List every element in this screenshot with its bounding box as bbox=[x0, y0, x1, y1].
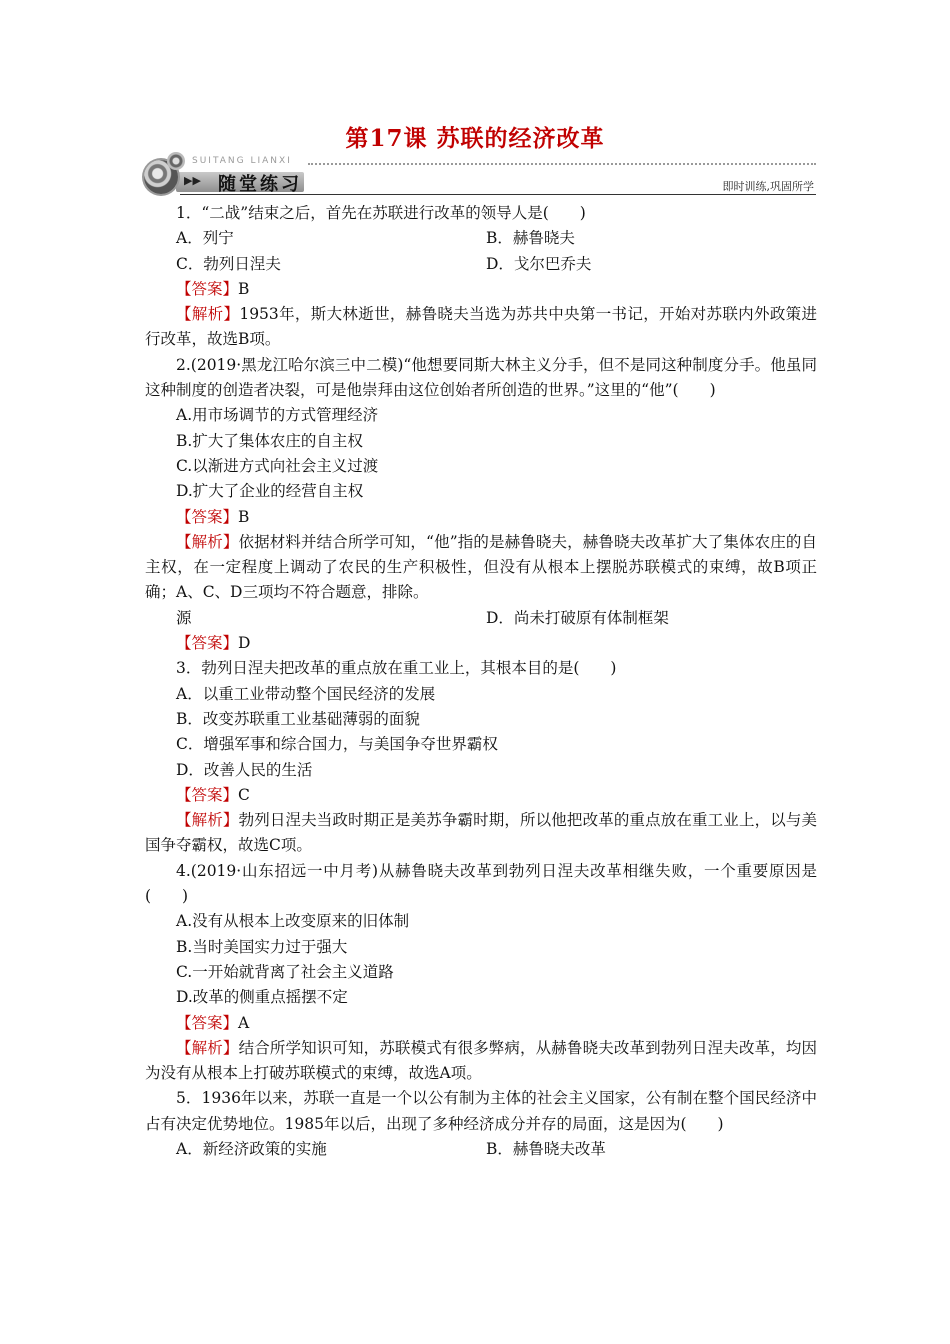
answer-value: A bbox=[238, 1013, 250, 1032]
question-4-stem: 4.(2019·山东招远一中月考)从赫鲁晓夫改革到勃列日涅夫改革相继失败，一个重要原因是( ) bbox=[145, 861, 817, 906]
answer-label: 【答案】 bbox=[176, 1013, 239, 1032]
banner-underline bbox=[180, 194, 816, 195]
option: D．戈尔巴乔夫 bbox=[486, 254, 592, 273]
banner-tagline: 即时训练,巩固所学 bbox=[722, 180, 814, 193]
answer-value: B bbox=[238, 507, 250, 526]
option: A.用市场调节的方式管理经济 bbox=[176, 406, 379, 425]
analysis-label: 【解析】 bbox=[176, 811, 239, 830]
analysis-label: 【解析】 bbox=[176, 1038, 239, 1057]
question-3-analysis bbox=[145, 808, 817, 859]
question-4-answer bbox=[145, 1011, 817, 1036]
question-content bbox=[145, 201, 817, 1162]
answer-value: C bbox=[238, 785, 250, 804]
question-2-analysis bbox=[145, 530, 817, 606]
answer-label: 【答案】 bbox=[176, 785, 239, 804]
double-arrow-icon: ▶▶ bbox=[184, 174, 201, 187]
option: C．勃列日涅夫 bbox=[176, 254, 281, 273]
section-banner bbox=[140, 150, 816, 196]
option: B．赫鲁晓夫 bbox=[486, 229, 575, 248]
option: B.当时美国实力过于强大 bbox=[176, 937, 348, 956]
analysis-text: 勃列日涅夫当政时期正是美苏争霸时期，所以他把改革的重点放在重工业上，以与美国争夺霸权，故选C项。 bbox=[145, 811, 817, 855]
answer-label: 【答案】 bbox=[176, 634, 239, 653]
dotted-divider bbox=[308, 163, 816, 165]
option: C.一开始就背离了社会主义道路 bbox=[176, 962, 394, 981]
option: C.以渐进方式向社会主义过渡 bbox=[176, 456, 379, 475]
option: D．尚未打破原有体制框架 bbox=[486, 608, 669, 627]
answer-label: 【答案】 bbox=[176, 279, 239, 298]
analysis-label: 【解析】 bbox=[176, 532, 239, 551]
page-title: 第17课 苏联的经济改革 bbox=[345, 125, 605, 152]
question-5-stem: 5．1936年以来，苏联一直是一个以公有制为主体的社会主义国家，公有制在整个国民经济中占有决定优势地位。1985年以后，出现了多种经济成分并存的局面，这是因为( ) bbox=[145, 1089, 817, 1133]
option: B．改变苏联重工业基础薄弱的面貌 bbox=[176, 709, 420, 728]
small-gear-icon bbox=[167, 152, 185, 170]
option: D.改革的侧重点摇摆不定 bbox=[176, 988, 348, 1007]
question-1-options-row-2 bbox=[145, 252, 817, 277]
question-2-stem: 2.(2019·黑龙江哈尔滨三中二模)“他想要同斯大林主义分手，但不是同这种制度分手。他虽同这种制度的创造者决裂，可是他崇拜由这位创始者所创造的世界。”这里的“他”( ) bbox=[145, 355, 817, 400]
answer-value: D bbox=[238, 634, 251, 653]
analysis-text: 依据材料并结合所学可知，“他”指的是赫鲁晓夫，赫鲁晓夫改革扩大了集体农庄的自主权，在一定程度上调动了农民的生产积极性，但没有从根本上摆脱苏联模式的束缚，故B项正确；A、C、D三项均不符合题意，排除。 bbox=[145, 532, 817, 602]
question-1-stem: 1．“二战”结束之后，首先在苏联进行改革的领导人是( ) bbox=[176, 204, 586, 222]
stray-options-row bbox=[145, 606, 817, 631]
stray-text: 源 bbox=[176, 608, 192, 627]
analysis-text: 1953年，斯大林逝世，赫鲁晓夫当选为苏共中央第一书记，开始对苏联内外政策进行改革，故选B项。 bbox=[145, 305, 817, 349]
option: A．新经济政策的实施 bbox=[176, 1139, 327, 1158]
question-3-stem: 3．勃列日涅夫把改革的重点放在重工业上，其根本目的是( ) bbox=[176, 659, 617, 678]
option: C．增强军事和综合国力，与美国争夺世界霸权 bbox=[176, 735, 498, 754]
option: A.没有从根本上改变原来的旧体制 bbox=[176, 912, 410, 931]
option: D.扩大了企业的经营自主权 bbox=[176, 482, 364, 501]
question-2-answer bbox=[145, 505, 817, 530]
option: A．以重工业带动整个国民经济的发展 bbox=[176, 684, 436, 703]
question-3-answer bbox=[145, 783, 817, 808]
banner-pinyin: SUITANG LIANXI bbox=[192, 156, 292, 166]
option: B．赫鲁晓夫改革 bbox=[486, 1139, 606, 1158]
option: A．列宁 bbox=[176, 229, 234, 248]
analysis-text: 结合所学知识可知，苏联模式有很多弊病，从赫鲁晓夫改革到勃列日涅夫改革，均因为没有从根本上打破苏联模式的束缚，故选A项。 bbox=[145, 1038, 817, 1083]
question-1-options-row-1 bbox=[145, 226, 817, 251]
question-4-analysis bbox=[145, 1036, 817, 1087]
analysis-label: 【解析】 bbox=[176, 305, 240, 324]
answer-value: B bbox=[238, 279, 250, 298]
option: D．改善人民的生活 bbox=[176, 760, 313, 779]
question-1-analysis bbox=[145, 302, 817, 353]
option: B.扩大了集体农庄的自主权 bbox=[176, 431, 363, 450]
stray-answer bbox=[145, 631, 817, 656]
answer-label: 【答案】 bbox=[176, 507, 239, 526]
question-1-answer bbox=[145, 277, 817, 302]
question-5-options-row-1 bbox=[145, 1137, 817, 1162]
banner-label: 随堂练习 bbox=[218, 174, 302, 195]
